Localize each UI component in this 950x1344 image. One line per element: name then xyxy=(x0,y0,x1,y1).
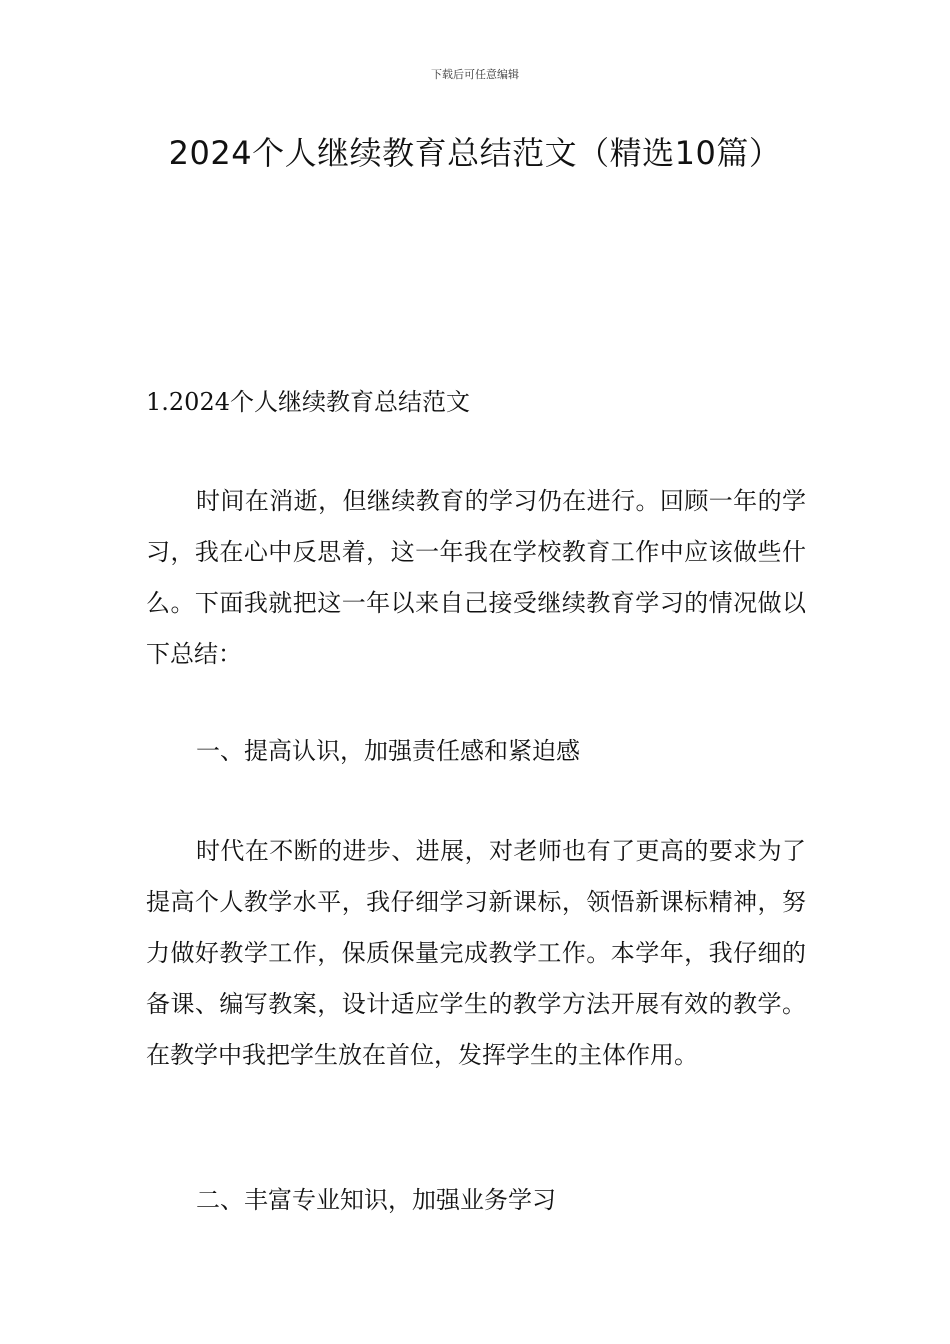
body-paragraph: 时间在消逝，但继续教育的学习仍在进行。回顾一年的学习，我在心中反思着，这一年我在学校教育工作中应该做些什么。下面我就把这一年以来自己接受继续教育学习的情况做以下总结： xyxy=(146,487,806,668)
subheading: 二、丰富专业知识，加强业务学习 xyxy=(196,1186,556,1214)
section-heading: 1.2024个人继续教育总结范文 xyxy=(146,388,470,416)
subheading: 一、提高认识，加强责任感和紧迫感 xyxy=(196,737,580,765)
body-paragraph: 时代在不断的进步、进展，对老师也有了更高的要求为了提高个人教学水平，我仔细学习新课标，领悟新课标精神，努力做好教学工作，保质保量完成教学工作。本学年，我仔细的备课、编写教案，设计适应学生的教学方法开展有效的教学。在教学中我把学生放在首位，发挥学生的主体作用。 xyxy=(146,837,806,1069)
document-title: 2024个人继续教育总结范文（精选10篇） xyxy=(168,134,782,172)
header-note: 下载后可任意编辑 xyxy=(431,68,519,81)
